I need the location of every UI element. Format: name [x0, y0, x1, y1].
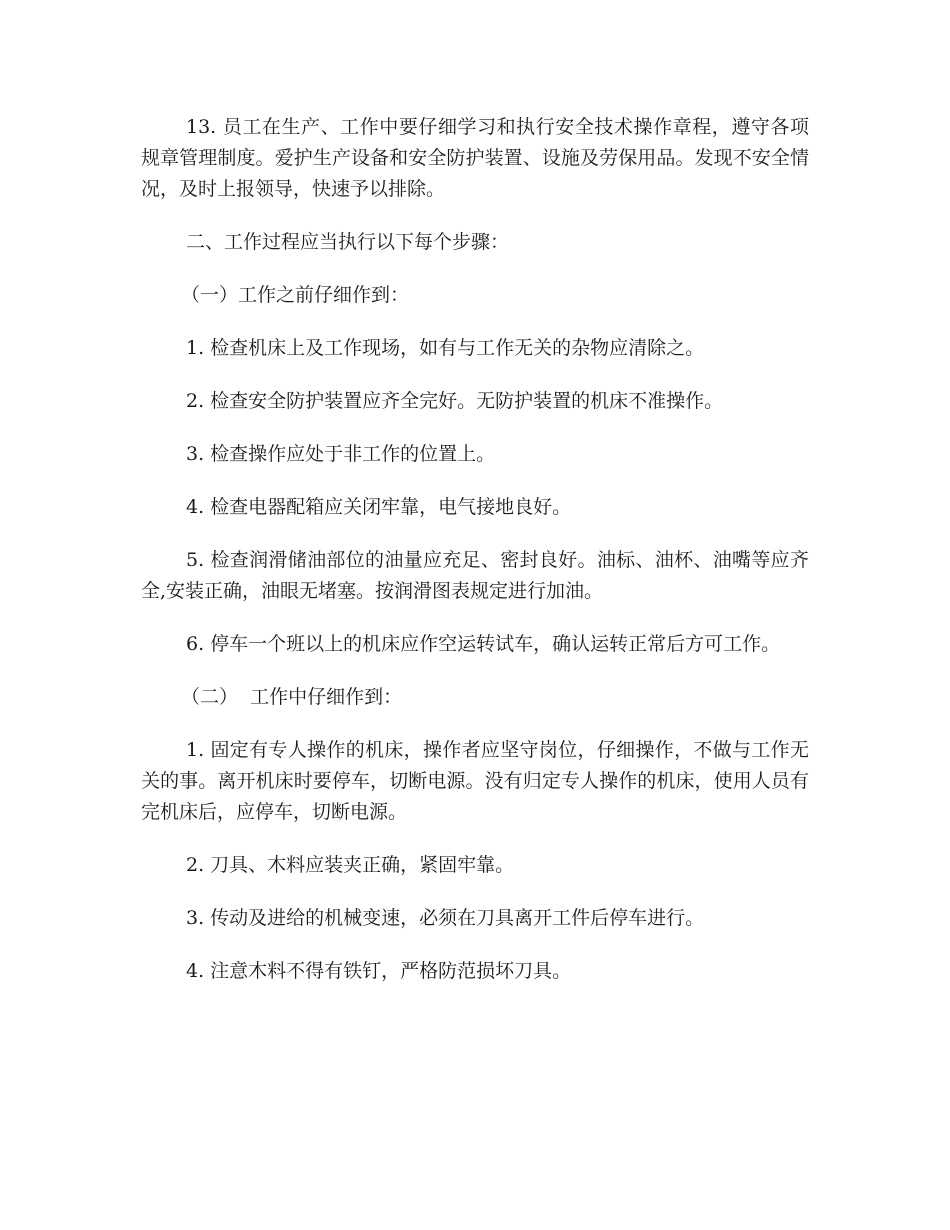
list-item-before-5: 5. 检查润滑储油部位的油量应充足、密封良好。油标、油杯、油嘴等应齐全,安装正确，油眼无堵塞。按润滑图表规定进行加油。: [141, 549, 809, 602]
list-item-before-6: 6. 停车一个班以上的机床应作空运转试车，确认运转正常后方可工作。: [186, 633, 781, 655]
document-body: [141, 112, 809, 987]
section-heading-2: 二、工作过程应当执行以下每个步骤：: [186, 231, 510, 253]
list-item-during-2: 2. 刀具、木料应装夹正确，紧固牢靠。: [186, 854, 515, 876]
list-item-before-3: 3. 检查操作应处于非工作的位置上。: [186, 443, 496, 465]
paragraph-rule-13: 13. 员工在生产、工作中要仔细学习和执行安全技术操作章程，遵守各项规章管理制度。爱护生产设备和安全防护装置、设施及劳保用品。发现不安全情况，及时上报领导，快速予以排除。: [141, 116, 809, 200]
list-item-during-3: 3. 传动及进给的机械变速，必须在刀具离开工件后停车进行。: [186, 907, 705, 929]
subsection-heading-during-work: （二） 工作中仔细作到：: [181, 686, 403, 708]
list-item-before-1: 1. 检查机床上及工作现场，如有与工作无关的杂物应清除之。: [186, 337, 705, 359]
subsection-heading-before-work: （一）工作之前仔细作到：: [181, 284, 410, 306]
list-item-before-4: 4. 检查电器配箱应关闭牢靠，电气接地良好。: [186, 496, 572, 518]
list-item-before-2: 2. 检查安全防护装置应齐全完好。无防护装置的机床不准操作。: [186, 390, 724, 412]
list-item-during-4: 4. 注意木料不得有铁钉，严格防范损坏刀具。: [186, 960, 572, 982]
list-item-during-1: 1. 固定有专人操作的机床，操作者应坚守岗位，仔细操作，不做与工作无关的事。离开机床时要停车，切断电源。没有归定专人操作的机床，使用人员有完机床后，应停车，切断电源。: [141, 739, 809, 823]
